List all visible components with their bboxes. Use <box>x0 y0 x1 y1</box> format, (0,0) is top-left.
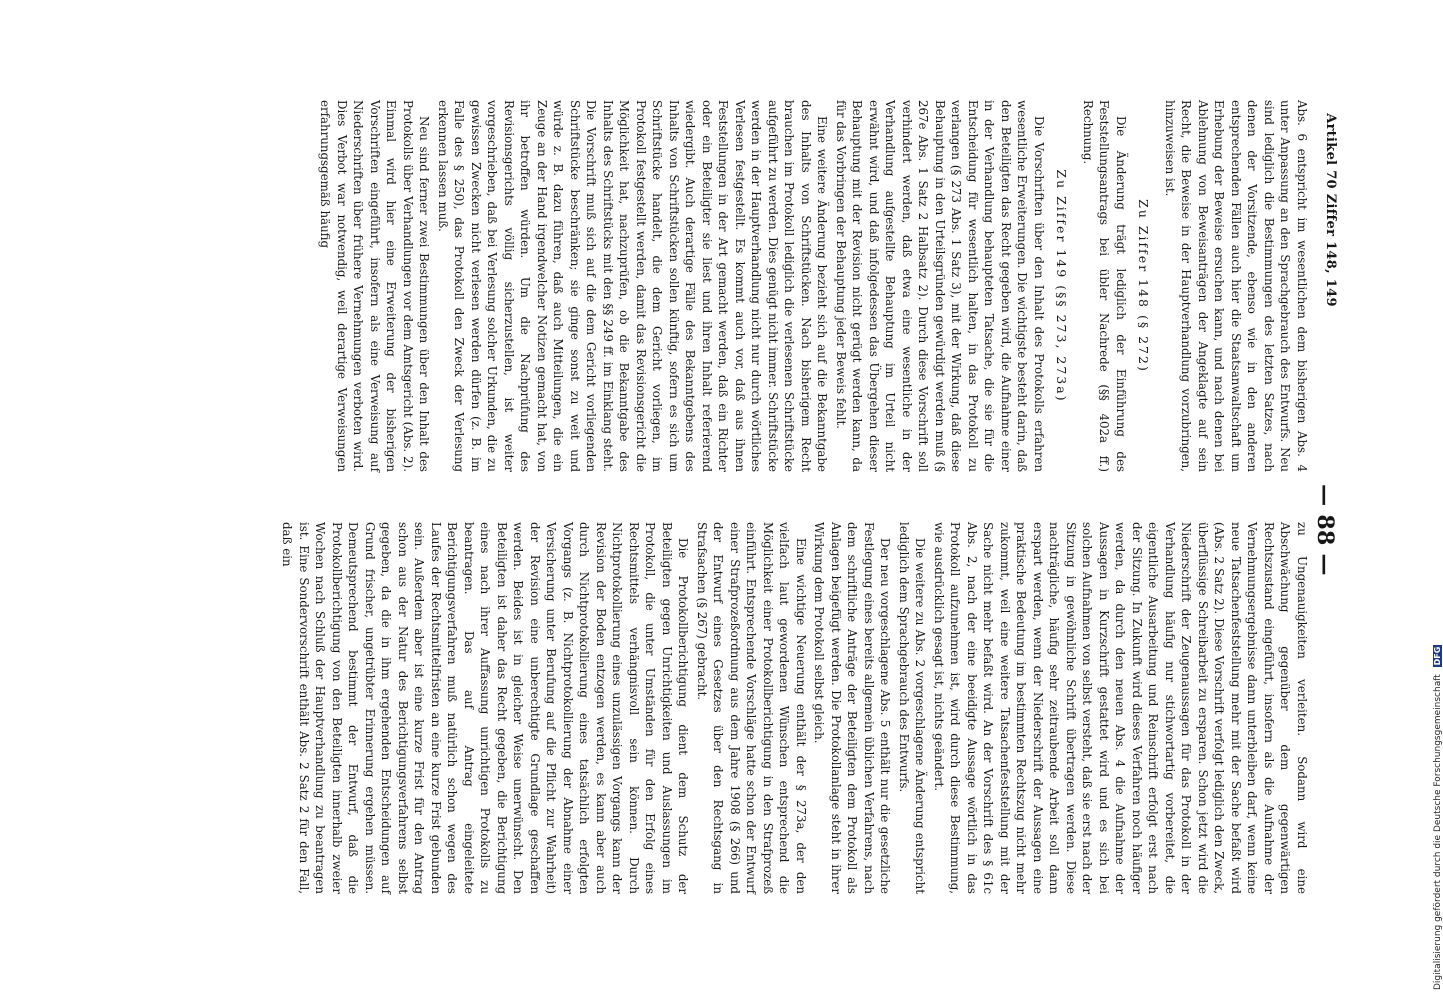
section-heading: Zu Ziffer 149 (§§ 273, 273a) <box>1054 169 1070 403</box>
dfg-logo-icon: DFG <box>1433 646 1442 666</box>
paragraph: Die Protokollberichtigung dient dem Schutz der Beteiligten gegen Unrichtigkeiten und Auslassungen im Protokoll, die unter Umständen für den Erfolg eines Rechtsmittels verhängnisvoll sein können. Durch Nichtprotokollierung eines unzulässigen Vorgangs kann der Revision der Boden entzogen werden, es kann aber auch durch Nichtprotokollierung eines tatsächlich erfolgten Vorgangs (z. B. Nichtprotokollierung der Abnahme einer Versicherung unter Berufung auf die Pflicht zur Wahrheit) der Revision eine unberechtigte Grundlage geschaffen werden. Beides ist in gleicher Weise unerwünscht. Den Beteiligten ist daher das Recht gegeben, die Berichtigung eines nach ihrer Auffassung unrichtigen Protokolls zu beantragen. Das auf Antrag eingeleitete Berichtigungsverfahren muß natürlich schon wegen des Laufes der Rechtsmittelfristen an eine kurze Frist gebunden sein. Außerdem aber ist eine kurze Frist für den Antrag schon aus der Natur des Berichtigungsverfahrens selbst gegeben, da die in ihm ergehenden Entscheidungen auf Grund frischer, ungetrübter Erinnerung ergehen müssen. Demeutsprechend bestimmt der Entwurf, daß die Protokollberichtigung von den Beteiligten innerhalb zweier Wochen nach Schluß der Hauptverhandlung zu beantragen ist. Eine Sondervorschrift enthält Abs. 2 Satz 2 für den Fall, daß ein <box>280 522 691 894</box>
footer-text: Digitalisierung gefördert durch die Deutsche Forschungsgemeinschaft <box>1433 674 1443 990</box>
left-column <box>315 100 1310 472</box>
paragraph: Abs. 6 entspricht im wesentlichen dem bisherigen Abs. 4 unter Anpassung an den Sprachgebrauch des Entwurfs. Neu sind lediglich die Bestimmungen des letzten Satzes, nach denen der Vorsitzende, ebenso wie in den anderen entsprechenden Fällen auch hier die Staatsanwaltschaft um Erhebung der Beweise ersuchen kann, und nach denen bei Ablehnung von Beweisanträgen der Angeklagte auf sein Recht, die Beweise in der Hauptverhandlung vorzubringen, hinzuweisen ist. <box>1163 100 1309 472</box>
section-heading: Zu Ziffer 148 (§ 272) <box>1136 199 1152 373</box>
paragraph: Die Änderung trägt lediglich der Einführung des Feststellungsantrags bei übler Nachrede (§§ 402a ff.) Rechnung. <box>1081 100 1128 472</box>
paragraph: Der neu vorgeschlagene Abs. 5 enthält nur die gesetzliche Festlegung eines bereits allgemein üblichen Verfahrens, nach dem schriftliche Anträge der Beteiligten dem Protokoll als Anlagen beigefügt werden. Die Protokollanlage steht in ihrer Wirkung dem Protokoll selbst gleich. <box>812 522 893 894</box>
paragraph: Eine wichtige Neuerung enthält der § 273a, der den vielfach laut gewordenen Wünschen entsprechend die Möglichkeit einer Protokollberichtigung in den Strafprozeß einführt. Entsprechende Vorschläge hatte schon der Entwurf einer Strafprozeßordnung aus dem Jahre 1908 (§ 266) und der Entwurf eines Gesetzes über den Rechtsgang in Strafsachen (§ 267) gebracht. <box>695 522 808 894</box>
digitization-footer <box>1433 645 1443 990</box>
running-header: Artikel 70 Ziffer 148, 149 <box>1323 113 1338 307</box>
paragraph: Die weitere zu Abs. 2 vorgeschlagene Änderung entspricht lediglich dem Sprachgebrauch des Entwurfs. <box>897 522 928 894</box>
page-number: — 88 — <box>1312 484 1338 576</box>
paragraph: Eine weitere Änderung bezieht sich auf die Bekanntgabe des Inhalts von Schriftstücken. Nach bisherigem Recht brauchen im Protokoll lediglich die verlesenen Schriftstücke aufgeführt zu werden. Dies genügt nicht immer. Schriftstücke werden in der Hauptverhandlung nicht nur durch wörtliches Verlesen festgestellt. Es kommt auch vor, daß aus ihnen Feststellungen in der Art gemacht werden, daß ein Richter oder ein Beteiligter sie liest und ihren Inhalt referierend wiedergibt. Auch derartige Fälle des Bekanntgebens des Inhalts von Schriftstücken sollen künftig, sofern es sich um Schriftstücke handelt, die dem Gericht vorliegen, im Protokoll festgestellt werden, damit das Revisionsgericht die Möglichkeit hat, nachzuprüfen, ob die Bekanntgabe des Inhalts des Schriftstücks mit den §§ 249 ff. im Einklang steht. Die Vorschrift muß sich auf die dem Gericht vorliegenden Schriftstücke beschränken; sie ginge sonst zu weit und würde z. B. dazu führen, daß auch Mitteilungen, die ein Zeuge an der Hand irgendwelcher Notizen gemacht hat, von ihr betroffen würden. Um die Nachprüfung des Revisionsgerichts völlig sicherzustellen, ist weiter vorgeschrieben, daß bei Verlesung solcher Urkunden, die zu gewissen Zwecken nicht verlesen werden dürfen (z. B. im Falle des § 250), das Protokoll den Zweck der Verlesung erkennen lassen muß. <box>436 100 830 472</box>
paragraph: Neu sind ferner zwei Bestimmungen über den Inhalt des Protokolls über Verhandlungen vor dem Amtsgericht (Abs. 2). Einmal wird hier eine Erweiterung der bisherigen Vorschriften eingeführt, insofern als eine Verweisung auf Niederschriften über frühere Vernehmungen verboten wird. Dies Verbot war notwendig, weil derartige Verweisungen erfahrungsgemäß häufig <box>318 100 432 472</box>
right-column <box>277 522 1310 894</box>
paragraph: Die Vorschriften über den Inhalt des Protokolls erfahren wesentliche Erweiterungen. Die wichtigste besteht darin, daß den Beteiligten das Recht gegeben wird, die Aufnahme einer in der Verhandlung behaupteten Tatsache, die sie für die Entscheidung für wesentlich halten, in das Protokoll zu verlangen (§ 273 Abs. 1 Satz 3), mit der Wirkung, daß diese Behauptung in den Urteilsgründen gewürdigt werden muß (§ 267e Abs. 1 Satz 2 Halbsatz 2). Durch diese Vorschrift soll verhindert werden, daß etwa eine wesentliche in der Verhandlung aufgestellte Behauptung im Urteil nicht erwähnt wird, und daß infolgedessen das Übergehen dieser Behauptung mit der Revision nicht gerügt werden kann, da für das Vorbringen der Behauptung jeder Beweis fehlt. <box>834 100 1046 472</box>
paragraph: zu Ungenauigkeiten verleiten. Sodann wird eine Abschwächung gegenüber dem gegenwärtigen Rechtszustand eingeführt, insofern als die Aufnahme der Vernehmungsergebnisse dann unterbleiben darf, wenn keine neue Tatsachenfeststellung mehr mit der Sache befaßt wird (Abs. 2 Satz 2). Diese Vorschrift verfolgt lediglich den Zweck, überflüssige Schreibarbeit zu ersparen. Schon jetzt wird die Niederschrift der Zeugenaussagen für das Protokoll in der Verhandlung häufig nur stichwortartig vorbereitet, die eigentliche Ausarbeitung und Reinschrift erfolgt erst nach der Sitzung. In Zukunft wird dieses Verfahren noch häufiger werden, da durch den neuen Abs. 4 die Aufnahme der Aussagen in Kurzschrift gestattet wird und es sich bei solchen Aufnahmen von selbst versteht, daß sie erst nach der Sitzung in gewöhnliche Schrift übertragen werden. Diese nachträgliche, häufig sehr zeitraubende Arbeit soll dann erspart werden, wenn der Niederschrift der Aussagen eine praktische Bedeutung im bestimmten Rechtszug nicht mehr zukommt, weil eine weitere Tatsachenfeststellung mit der Sache nicht mehr befaßt wird. An der Vorschrift des § 61c Abs. 2, nach der eine beeidigte Aussage wörtlich in das Protokoll aufzunehmen ist, wird durch diese Bestimmung, wie ausdrücklich gesagt ist, nichts geändert. <box>932 522 1309 894</box>
